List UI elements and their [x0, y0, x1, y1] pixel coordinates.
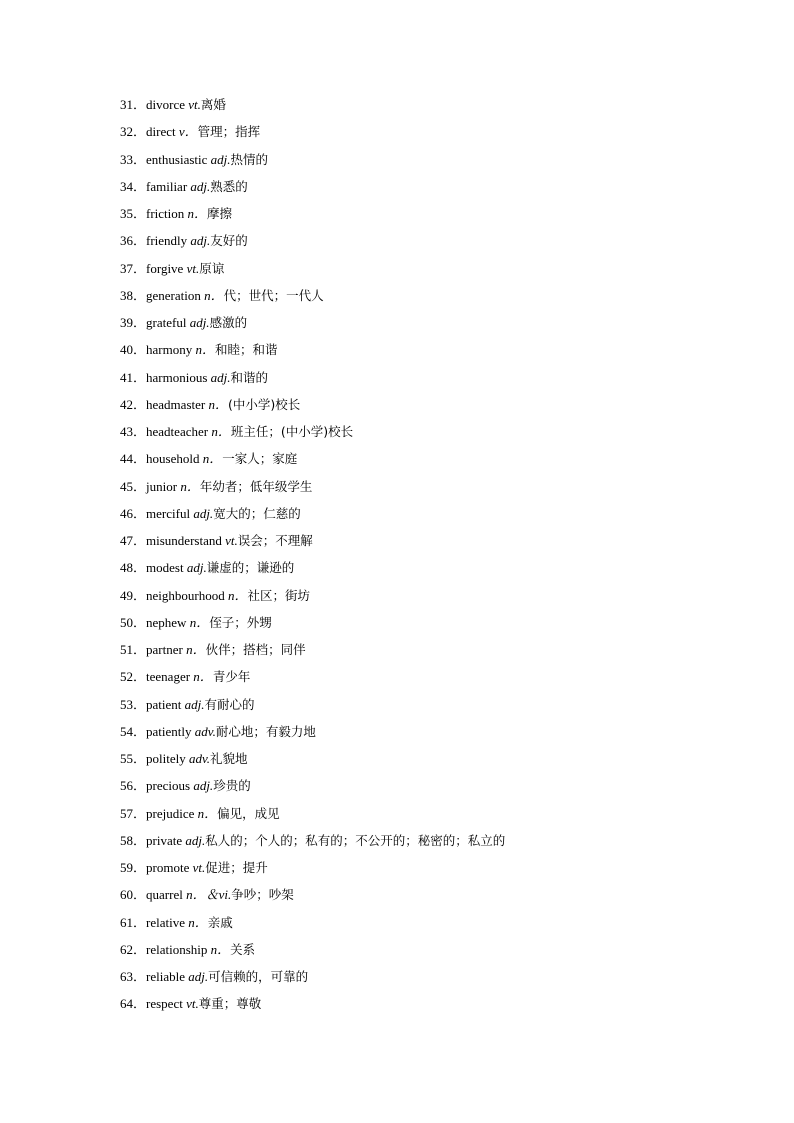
part-of-speech: n．	[189, 614, 210, 630]
part-of-speech: adv.	[188, 751, 211, 766]
english-word: headteacher	[146, 424, 209, 439]
part-of-speech: adj.	[193, 505, 214, 521]
english-word: harmony	[146, 342, 193, 358]
vocab-item	[120, 557, 505, 584]
item-number: 63．	[120, 969, 147, 984]
vocab-item	[120, 312, 505, 339]
part-of-speech: vt.	[192, 860, 206, 875]
vocab-item	[120, 285, 505, 312]
part-of-speech: vt.	[186, 996, 199, 1012]
vocab-item	[120, 203, 505, 230]
item-number: 58．	[120, 832, 147, 848]
vocab-item	[120, 585, 505, 612]
english-word: harmonious	[146, 369, 208, 385]
english-word: misunderstand	[146, 533, 222, 548]
item-number: 39．	[120, 315, 147, 330]
vocab-item	[120, 666, 505, 693]
part-of-speech: adj.	[210, 151, 231, 167]
item-number: 40．	[120, 342, 147, 358]
part-of-speech: adj.	[193, 778, 214, 794]
item-number: 42．	[120, 396, 147, 412]
english-word: headmaster	[146, 396, 206, 412]
english-word: direct	[146, 124, 176, 140]
vocab-item	[120, 803, 505, 830]
vocab-item	[120, 721, 505, 748]
english-word: friendly	[146, 233, 188, 249]
part-of-speech: n．	[195, 342, 215, 358]
part-of-speech: n．	[193, 669, 213, 685]
chinese-meaning: 摩擦	[207, 206, 233, 221]
item-number: 60．	[120, 887, 147, 903]
english-word: neighbourhood	[146, 587, 225, 603]
part-of-speech: n．	[188, 914, 208, 930]
vocab-item	[120, 966, 505, 993]
part-of-speech: n．	[180, 478, 200, 494]
item-number: 34．	[120, 178, 147, 194]
part-of-speech: adj.	[190, 233, 211, 249]
vocab-item	[120, 884, 505, 911]
chinese-meaning: 误会；不理解	[237, 533, 313, 548]
chinese-meaning: (中小学)校长	[227, 396, 301, 412]
vocab-item	[120, 476, 505, 503]
item-number: 56．	[120, 778, 147, 794]
part-of-speech: adj.	[210, 369, 231, 385]
item-number: 61．	[120, 914, 147, 930]
vocab-item	[120, 176, 505, 203]
item-number: 55．	[120, 751, 147, 766]
chinese-meaning: 争吵；吵架	[231, 887, 294, 903]
item-number: 43．	[120, 424, 147, 439]
item-number: 49．	[120, 587, 147, 603]
english-word: enthusiastic	[146, 151, 208, 167]
item-number: 64．	[120, 996, 147, 1012]
english-word: merciful	[146, 505, 191, 521]
part-of-speech: n．	[210, 941, 231, 957]
item-number: 52．	[120, 669, 147, 685]
chinese-meaning: 代；世代；一代人	[223, 287, 324, 303]
part-of-speech: n．	[187, 206, 208, 221]
chinese-meaning: 青少年	[212, 669, 251, 685]
vocab-item	[120, 394, 505, 421]
english-word: friction	[146, 206, 185, 221]
vocab-item	[120, 830, 505, 857]
vocab-item	[120, 694, 505, 721]
vocab-item	[120, 448, 505, 475]
vocab-item	[120, 149, 505, 176]
vocab-item	[120, 939, 505, 966]
chinese-meaning: 耐心地；有毅力地	[215, 723, 316, 739]
chinese-meaning: 熟悉的	[210, 178, 248, 194]
chinese-meaning: 班主任；(中小学)校长	[230, 424, 354, 439]
english-word: quarrel	[146, 887, 183, 903]
english-word: patiently	[146, 723, 192, 739]
part-of-speech: adj.	[190, 178, 211, 194]
english-word: private	[146, 832, 183, 848]
english-word: relative	[146, 914, 185, 930]
part-of-speech: adj.	[184, 696, 205, 712]
vocab-item	[120, 121, 505, 148]
english-word: familiar	[146, 178, 188, 194]
vocab-item	[120, 530, 505, 557]
item-number: 41．	[120, 369, 147, 385]
part-of-speech: vt.	[186, 260, 200, 276]
part-of-speech: n．	[211, 424, 231, 439]
chinese-meaning: 珍贵的	[213, 778, 251, 794]
part-of-speech: v．	[178, 124, 198, 140]
part-of-speech: n．	[197, 805, 218, 821]
chinese-meaning: 私人的；个人的；私有的；不公开的；秘密的；私立的	[205, 832, 506, 848]
english-word: modest	[146, 560, 184, 576]
item-number: 59．	[120, 860, 147, 875]
chinese-meaning: 宽大的；仁慈的	[213, 505, 301, 521]
vocab-item	[120, 367, 505, 394]
item-number: 57．	[120, 805, 147, 821]
english-word: precious	[146, 778, 191, 794]
chinese-meaning: 离婚	[200, 97, 226, 112]
item-number: 33．	[120, 151, 147, 167]
chinese-meaning: 可信赖的，可靠的	[208, 969, 309, 984]
english-word: forgive	[146, 260, 184, 276]
item-number: 32．	[120, 124, 147, 140]
vocab-item	[120, 993, 505, 1020]
vocab-item	[120, 748, 505, 775]
vocab-item	[120, 912, 505, 939]
chinese-meaning: 礼貌地	[210, 751, 248, 766]
part-of-speech: adv.	[194, 723, 216, 739]
item-number: 38．	[120, 287, 147, 303]
chinese-meaning: 年幼者；低年级学生	[199, 478, 313, 494]
chinese-meaning: 谦虚的；谦逊的	[206, 560, 295, 576]
vocab-item	[120, 94, 505, 121]
item-number: 51．	[120, 642, 147, 657]
item-number: 46．	[120, 505, 147, 521]
english-word: teenager	[146, 669, 191, 685]
item-number: 37．	[120, 260, 147, 276]
english-word: divorce	[146, 97, 185, 112]
chinese-meaning: 友好的	[210, 233, 248, 249]
chinese-meaning: 原谅	[199, 260, 225, 276]
part-of-speech: n．	[227, 587, 248, 603]
item-number: 31．	[120, 97, 147, 112]
chinese-meaning: 促进；提升	[205, 860, 268, 875]
chinese-meaning: 社区；街坊	[247, 587, 311, 603]
part-of-speech: n．	[208, 396, 228, 412]
chinese-meaning: 管理；指挥	[197, 124, 261, 140]
chinese-meaning: 一家人；家庭	[222, 451, 298, 467]
item-number: 53．	[120, 696, 147, 712]
english-word: prejudice	[146, 805, 195, 821]
english-word: nephew	[146, 614, 187, 630]
chinese-meaning: 和睦；和谐	[215, 342, 278, 358]
item-number: 44．	[120, 451, 147, 467]
english-word: junior	[146, 478, 178, 494]
item-number: 50．	[120, 614, 147, 630]
english-word: promote	[146, 860, 190, 875]
part-of-speech: n．	[186, 642, 206, 657]
item-number: 36．	[120, 233, 147, 249]
english-word: reliable	[146, 969, 185, 984]
vocab-item	[120, 258, 505, 285]
item-number: 45．	[120, 478, 147, 494]
vocab-item	[120, 503, 505, 530]
vocabulary-list	[120, 94, 505, 1021]
chinese-meaning: 尊重；尊敬	[198, 996, 262, 1012]
vocab-item	[120, 775, 505, 802]
chinese-meaning: 热情的	[230, 151, 269, 167]
english-word: partner	[146, 642, 183, 657]
vocab-item	[120, 230, 505, 257]
chinese-meaning: 伙伴；搭档；同伴	[205, 642, 306, 657]
vocab-item	[120, 639, 505, 666]
part-of-speech: n．＆vi.	[186, 887, 232, 903]
item-number: 48．	[120, 560, 147, 576]
chinese-meaning: 感激的	[209, 315, 248, 330]
part-of-speech: vt.	[225, 533, 238, 548]
part-of-speech: adj.	[188, 969, 209, 984]
chinese-meaning: 侄子；外甥	[209, 614, 272, 630]
chinese-meaning: 和谐的	[230, 369, 269, 385]
english-word: respect	[146, 996, 183, 1012]
part-of-speech: vt.	[188, 97, 201, 112]
chinese-meaning: 亲戚	[207, 914, 233, 930]
item-number: 47．	[120, 533, 147, 548]
vocab-item	[120, 421, 505, 448]
chinese-meaning: 有耐心的	[204, 696, 255, 712]
english-word: grateful	[146, 315, 187, 330]
item-number: 54．	[120, 723, 147, 739]
part-of-speech: n．	[202, 451, 223, 467]
part-of-speech: adj.	[186, 560, 207, 576]
english-word: patient	[146, 696, 182, 712]
chinese-meaning: 偏见，成见	[217, 805, 280, 821]
english-word: relationship	[146, 941, 208, 957]
english-word: politely	[146, 751, 186, 766]
english-word: household	[146, 451, 200, 467]
vocab-item	[120, 612, 505, 639]
part-of-speech: adj.	[189, 315, 210, 330]
part-of-speech: n．	[204, 287, 224, 303]
english-word: generation	[146, 287, 201, 303]
item-number: 62．	[120, 941, 147, 957]
chinese-meaning: 关系	[230, 941, 256, 957]
vocab-item	[120, 339, 505, 366]
item-number: 35．	[120, 206, 147, 221]
part-of-speech: adj.	[185, 832, 206, 848]
vocab-item	[120, 857, 505, 884]
